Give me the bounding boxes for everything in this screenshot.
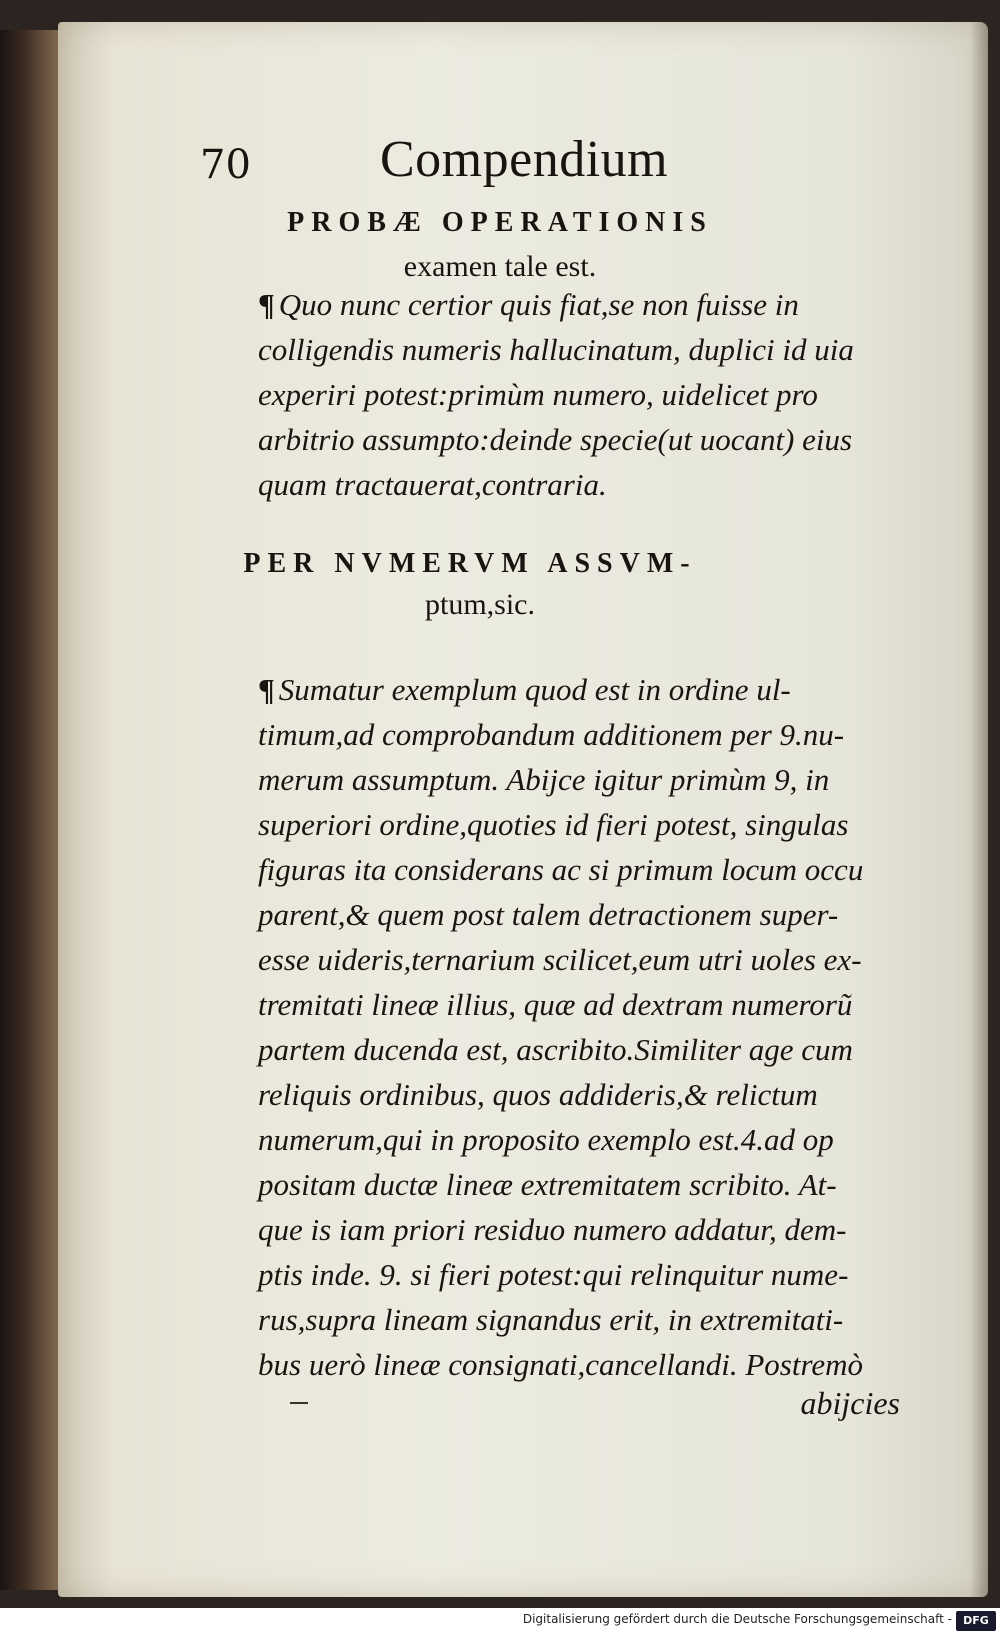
paragraph-line: tremitati lineæ illius, quæ ad dextram numerorũ (258, 987, 853, 1022)
ink-mark (290, 1402, 308, 1404)
section2-heading: PER NVMERVM ASSVM- (243, 548, 697, 579)
dfg-logo-icon: DFG (956, 1611, 996, 1631)
funding-credit: Digitalisierung gefördert durch die Deutsche Forschungsgemeinschaft - (522, 1612, 952, 1626)
section2-paragraph (258, 667, 878, 1387)
paragraph-line: merum assumptum. Abijce igitur primùm 9, in (258, 762, 830, 797)
paragraph-line: figuras ita considerans ac si primum locum occu (258, 852, 864, 887)
paragraph-line: quam tractauerat,contraria. (258, 467, 607, 502)
pilcrow-mark: ¶ (258, 287, 275, 322)
paragraph-line: arbitrio assumpto:deinde specie(ut uocant) eius (258, 422, 853, 457)
paragraph-line: rus,supra lineam signandus erit, in extremitati- (258, 1302, 844, 1337)
paragraph-line: parent,& quem post talem detractionem super- (258, 897, 839, 932)
catchword: abijcies (800, 1385, 900, 1421)
paragraph-line: timum,ad comprobandum additionem per 9.nu- (258, 717, 845, 752)
page-header (200, 130, 760, 200)
paragraph-line: experiri potest:primùm numero, uidelicet pro (258, 377, 818, 412)
section1-subheading: examen tale est. (403, 250, 597, 283)
paragraph-line: positam ductæ lineæ extremitatem scribito. At- (258, 1167, 837, 1202)
pilcrow-mark: ¶ (258, 672, 275, 707)
paragraph-line: ¶ Sumatur exemplum quod est in ordine ul- (258, 672, 791, 707)
paragraph-line: bus uerò lineæ consignati,cancellandi. Postremò (258, 1347, 863, 1382)
footer-bar (0, 1608, 1000, 1634)
paragraph-line: partem ducenda est, ascribito.Similiter age cum (258, 1032, 853, 1067)
paragraph-line: colligendis numeris hallucinatum, duplici id uia (258, 332, 854, 367)
section1-paragraph (258, 282, 878, 507)
folio-number: 70 (200, 142, 251, 188)
paragraph-line: reliquis ordinibus, quos addideris,& relictum (258, 1077, 818, 1112)
paragraph-line: ¶ Quo nunc certior quis fiat,se non fuisse in (258, 287, 799, 322)
paragraph-line: que is iam priori residuo numero addatur, dem- (258, 1212, 847, 1247)
paragraph-line: ptis inde. 9. si fieri potest:qui relinquitur nume- (258, 1257, 849, 1292)
paragraph-line: esse uideris,ternarium scilicet,eum utri uoles ex- (258, 942, 862, 977)
paragraph-line: superiori ordine,quoties id fieri potest, singulas (258, 807, 849, 842)
paragraph-line: numerum,qui in proposito exemplo est.4.ad op (258, 1122, 834, 1157)
section1-heading: PROBÆ OPERATIONIS (287, 207, 713, 238)
section2-subheading: ptum,sic. (425, 588, 535, 621)
running-head: Compendium (380, 131, 669, 188)
